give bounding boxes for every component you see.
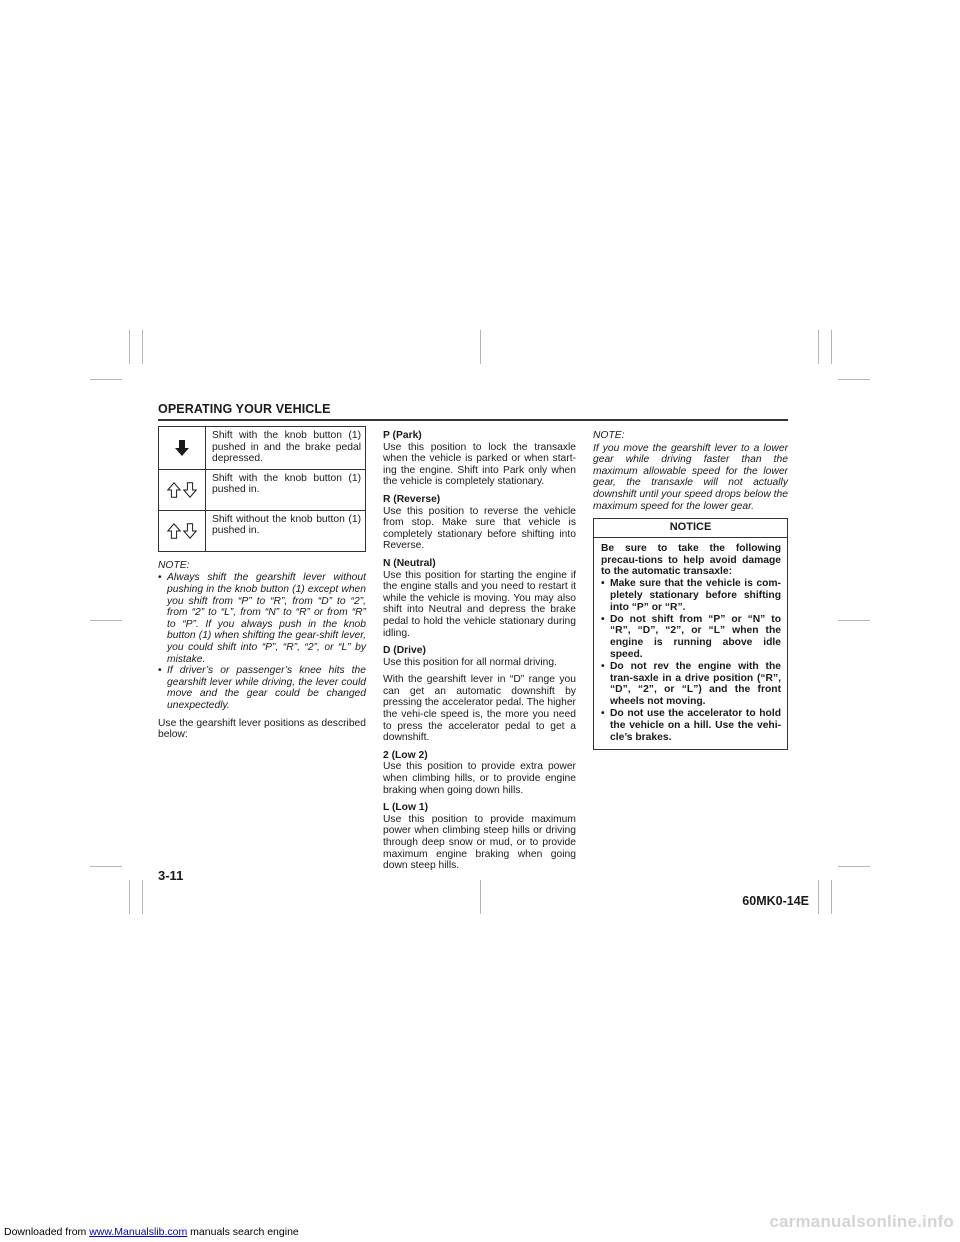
shift-row-text: Shift without the knob button (1) pushed in. bbox=[206, 510, 366, 551]
position-heading: N (Neutral) bbox=[383, 557, 436, 569]
outline-up-down-arrows-icon bbox=[159, 469, 206, 510]
note-list bbox=[158, 572, 366, 711]
position-heading: 2 (Low 2) bbox=[383, 749, 428, 761]
column-right bbox=[593, 430, 788, 750]
table-row bbox=[159, 469, 366, 510]
position-neutral bbox=[383, 558, 576, 639]
notice-title: NOTICE bbox=[594, 519, 787, 538]
list-item: • Do not use the accelerator to hold the vehicle on a hill. Use the vehi-cle’s brakes. bbox=[601, 708, 781, 743]
position-reverse bbox=[383, 494, 576, 552]
watermark: carmanualsonline.info bbox=[769, 1212, 954, 1231]
note-label: NOTE: bbox=[593, 430, 625, 441]
list-item: • Make sure that the vehicle is com-pletely stationary before shifting into “P” or “R”. bbox=[601, 578, 781, 613]
position-heading: R (Reverse) bbox=[383, 493, 441, 505]
position-text: Use this position to provide extra power when climbing hills, or to provide engine braking when going down hills. bbox=[383, 761, 576, 796]
column-left bbox=[158, 426, 366, 747]
section-title: OPERATING YOUR VEHICLE bbox=[158, 402, 331, 416]
list-item: • If driver’s or passenger’s knee hits the gearshift lever while driving, the lever could move and the gear could be changed unexpectedly. bbox=[158, 665, 366, 711]
document-code: 60MK0-14E bbox=[742, 894, 809, 908]
footer-suffix: manuals search engine bbox=[187, 1226, 299, 1238]
column-middle bbox=[383, 430, 576, 878]
page-number: 3-11 bbox=[158, 868, 184, 883]
note-label: NOTE: bbox=[158, 559, 190, 571]
position-text: Use this position to reverse the vehicle from stop. Make sure that vehicle is completely stationary before shifting into Reverse. bbox=[383, 505, 576, 552]
position-heading: L (Low 1) bbox=[383, 802, 428, 814]
position-text: Use this position to lock the transaxle when the vehicle is parked or when start-ing the engine. Shift into Park only when the vehicle is completely stationary. bbox=[383, 441, 576, 488]
position-park bbox=[383, 430, 576, 488]
table-row bbox=[159, 510, 366, 551]
position-heading: D (Drive) bbox=[383, 645, 426, 657]
title-rule bbox=[158, 419, 788, 421]
notice-body bbox=[594, 538, 787, 750]
list-item: • Do not rev the engine with the tran-saxle in a drive position (“R”, “D”, “2”, or “L”) and the front wheels not moving. bbox=[601, 661, 781, 708]
drive-downshift-paragraph: With the gearshift lever in “D” range you can get an automatic downshift by pressing the accelerator pedal. The higher the vehi-cle speed is, the more you need to press the accelerator pedal to get a downshift. bbox=[383, 674, 576, 744]
shift-method-table bbox=[158, 426, 366, 552]
manualslib-link[interactable]: www.Manualslib.com bbox=[89, 1226, 188, 1238]
position-text: Use this position for all normal driving. bbox=[383, 656, 557, 668]
outline-up-down-arrows-icon bbox=[159, 510, 206, 551]
download-footer bbox=[4, 1226, 299, 1238]
note-text: If you move the gearshift lever to a lower gear while driving faster than the maximum allowable speed for the lower gear, the transaxle will not actually downshift until your speed drops below the maximum speed for the lower gear. bbox=[593, 442, 788, 512]
position-low-2 bbox=[383, 750, 576, 796]
position-low-1 bbox=[383, 802, 576, 872]
notice-intro: Be sure to take the following precau-tions to help avoid damage to the automatic transaxle: bbox=[601, 542, 781, 578]
shift-row-text: Shift with the knob button (1) pushed in and the brake pedal depressed. bbox=[206, 427, 366, 470]
position-text: Use this position for starting the engine if the engine stalls and you need to restart it while the vehicle is moving. You may also shift into Neutral and depress the brake pedal to hold the vehicle stationary during idling. bbox=[383, 569, 576, 639]
position-drive bbox=[383, 645, 576, 668]
solid-down-arrow-icon bbox=[159, 427, 206, 470]
shift-row-text: Shift with the knob button (1) pushed in. bbox=[206, 469, 366, 510]
position-heading: P (Park) bbox=[383, 430, 422, 441]
table-row bbox=[159, 427, 366, 470]
footer-prefix: Downloaded from bbox=[4, 1226, 90, 1238]
intro-paragraph: Use the gearshift lever positions as described below: bbox=[158, 717, 366, 741]
list-item: • Always shift the gearshift lever without pushing in the knob button (1) except when you shift from “P” to “R”, from “D” to “2”, from “2” to “L”, from “N” to “R” or from “R” to “P”. If you always push in the knob button (1) when shifting the gear-shift lever, you could shift into “P”, “R”, “2”, or “L” by mistake. bbox=[158, 572, 366, 665]
notice-list bbox=[601, 578, 781, 743]
list-item: • Do not shift from “P” or “N” to “R”, “D”, “2”, or “L” when the engine is running above idle speed. bbox=[601, 614, 781, 661]
notice-box bbox=[593, 518, 788, 750]
position-text: Use this position to provide maximum power when climbing steep hills or driving through deep snow or mud, or to provide maximum engine braking when going down steep hills. bbox=[383, 813, 576, 872]
